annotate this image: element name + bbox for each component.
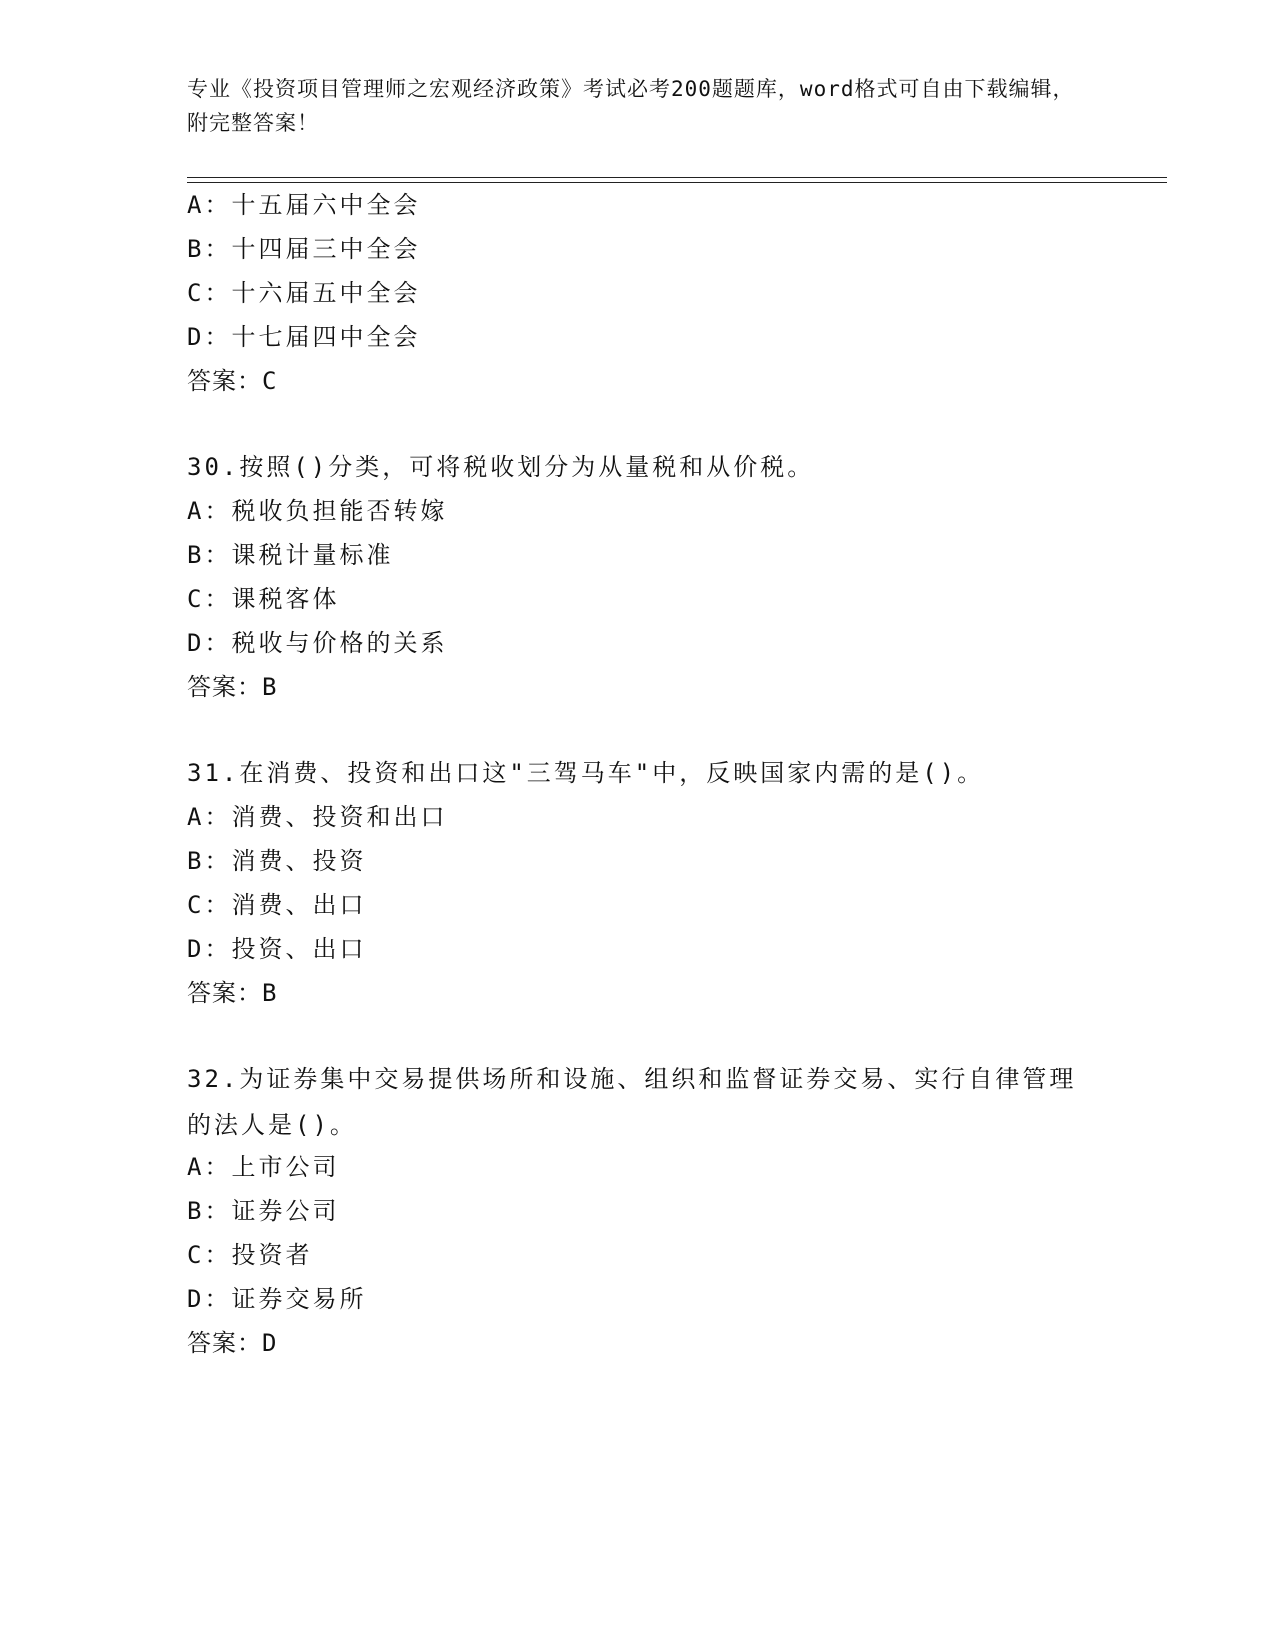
q29-option-c: C：十六届五中全会 — [187, 279, 421, 307]
q31-option-b: B：消费、投资 — [187, 847, 367, 875]
q32-question: 32.为证券集中交易提供场所和设施、组织和监督证券交易、实行自律管理的法人是()。 — [187, 1065, 1077, 1139]
q29-answer: 答案：C — [187, 367, 278, 395]
q32-option-c: C：投资者 — [187, 1241, 313, 1269]
q31-option-d: D：投资、出口 — [187, 935, 367, 963]
q29-option-a: A：十五届六中全会 — [187, 191, 421, 219]
q30-answer: 答案：B — [187, 673, 278, 701]
q31-option-a: A：消费、投资和出口 — [187, 803, 448, 831]
q31-answer: 答案：B — [187, 979, 278, 1007]
q32-option-b: B：证券公司 — [187, 1197, 340, 1225]
q30-option-c: C：课税客体 — [187, 585, 340, 613]
q30-option-d: D：税收与价格的关系 — [187, 629, 448, 657]
q32-option-a: A：上市公司 — [187, 1153, 340, 1181]
q31-question: 31.在消费、投资和出口这"三驾马车"中，反映国家内需的是()。 — [187, 759, 985, 787]
header-divider-top — [187, 177, 1167, 178]
header-divider-bottom — [187, 182, 1167, 183]
q32-answer: 答案：D — [187, 1329, 278, 1357]
q30-option-a: A：税收负担能否转嫁 — [187, 497, 448, 525]
q31-option-c: C：消费、出口 — [187, 891, 367, 919]
document-header: 专业《投资项目管理师之宏观经济政策》考试必考200题题库，word格式可自由下载编辑，附完整答案！ — [187, 77, 1075, 135]
q30-option-b: B：课税计量标准 — [187, 541, 394, 569]
q30-question: 30.按照()分类，可将税收划分为从量税和从价税。 — [187, 453, 815, 481]
q29-option-b: B：十四届三中全会 — [187, 235, 421, 263]
q29-option-d: D：十七届四中全会 — [187, 323, 421, 351]
q32-option-d: D：证券交易所 — [187, 1285, 367, 1313]
